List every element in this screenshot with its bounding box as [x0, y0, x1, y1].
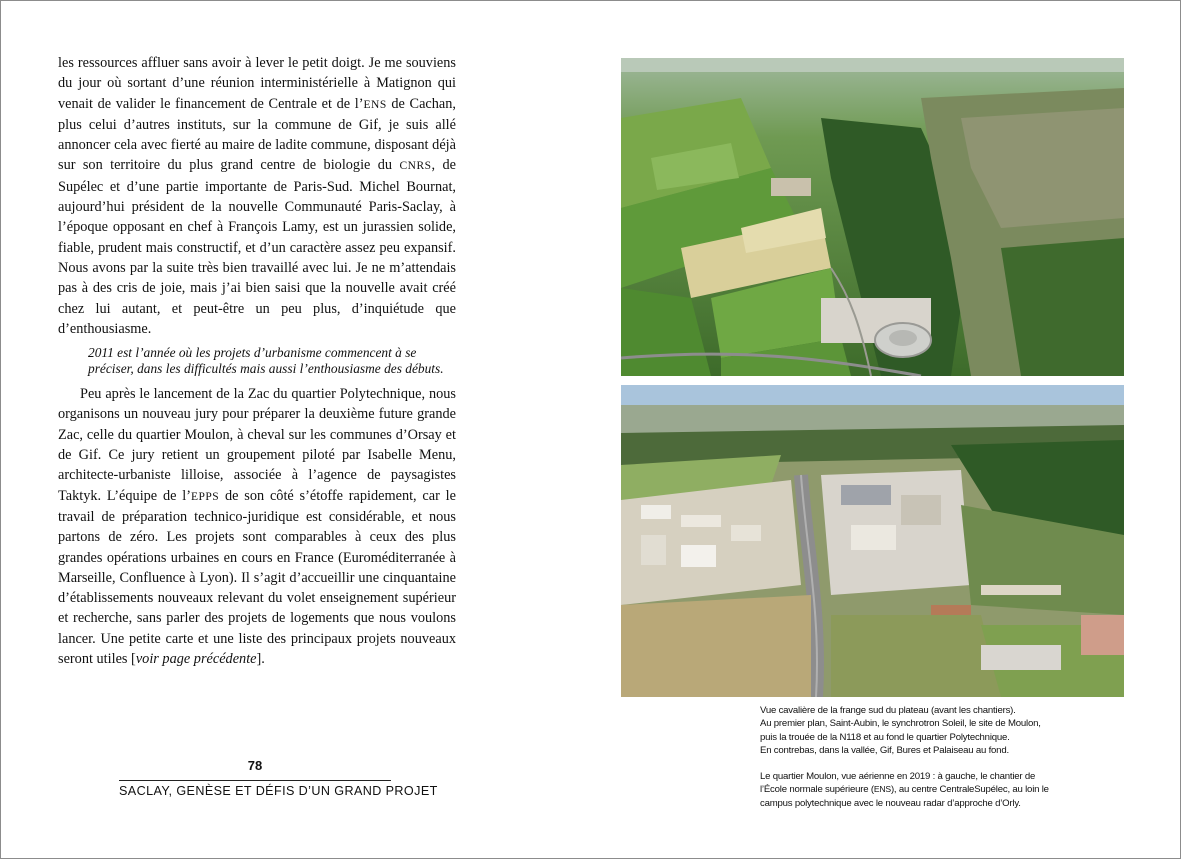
running-head: SACLAY, GENÈSE ET DÉFIS D’UN GRAND PROJET — [119, 780, 391, 798]
body-paragraph-1: les ressources affluer sans avoir à lever le petit doigt. Je me souviens du jour où sortant d’une réunion interministérielle à Matignon qui venait de valider le financement de Centrale et de l’ENS de Cachan, plus celui d’autres instituts, sur la commune de Gif, je suis allé annoncer cela avec fierté au maire de ladite commune, disposant déjà sur son territoire du plus grand centre de biologie du CNRS, de Supélec et d’une partie importante de Paris-Sud. Michel Bournat, aujourd’hui président de la nouvelle Communauté Paris-Saclay, à l’époque opposant en chef à François Lamy, est un jurassien solide, fiable, prudent mais constructif, et d’un caractère assez peu expansif. Nous avons par la suite très bien travaillé avec lui. Je ne m’attendais pas à des cris de joie, mais j’ai bien saisi que la nouvelle avait créé chez lui autant, et peut-être un peu plus, d’inquiétude que d’enthousiasme. — [58, 55, 456, 337]
aerial-photo-moulon — [621, 385, 1124, 697]
caption-bottom-photo: Le quartier Moulon, vue aérienne en 2019 : à gauche, le chantier de l’École normale supérieure (ENS), au centre CentraleSupélec, au loin le campus polytechnique avec le nouveau radar d’approche d’Orly. — [760, 771, 1049, 809]
photo-captions — [760, 704, 1050, 810]
left-page-body — [58, 53, 456, 669]
caption-top-photo: Vue cavalière de la frange sud du plateau (avant les chantiers). Au premier plan, Saint-Aubin, le synchrotron Soleil, le site de Moulon, puis la trouée de la N118 et au fond le quartier Polytechnique. En contrebas, dans la vallée, Gif, Bures et Palaiseau au fond. — [760, 705, 1041, 756]
body-paragraph-2: Peu après le lancement de la Zac du quartier Polytechnique, nous organisons un nouveau jury pour préparer la deuxième future grande Zac, celle du quartier Moulon, à cheval sur les communes d’Orsay et de Gif. Ce jury retient un groupement piloté par Isabelle Menu, architecte-urbaniste lilloise, associée à l’agence de paysagistes Taktyk. L’équipe de l’EPPS de son côté s’étoffe rapidement, car le travail de préparation technico-juridique est considérable, et nous partons de zéro. Les projets sont comparables à ceux des plus grandes opérations urbaines en cours en France (Euroméditerranée à Marseille, Confluence à Lyon). Il s’agit d’accueillir une cinquantaine d’établissements nouveaux relevant du volet enseignement supérieur et recherche, sans parler des projets de logements que nous voulons lancer. Une petite carte et une liste des principaux projets nouveaux seront utiles [voir page précédente]. — [58, 386, 456, 668]
pull-quote: 2011 est l’année où les projets d’urbanisme commencent à se préciser, dans les difficultés mais aussi l’enthousiasme des débuts. — [88, 345, 444, 376]
aerial-photo-plateau — [621, 58, 1124, 376]
page-number: 78 — [247, 758, 263, 773]
